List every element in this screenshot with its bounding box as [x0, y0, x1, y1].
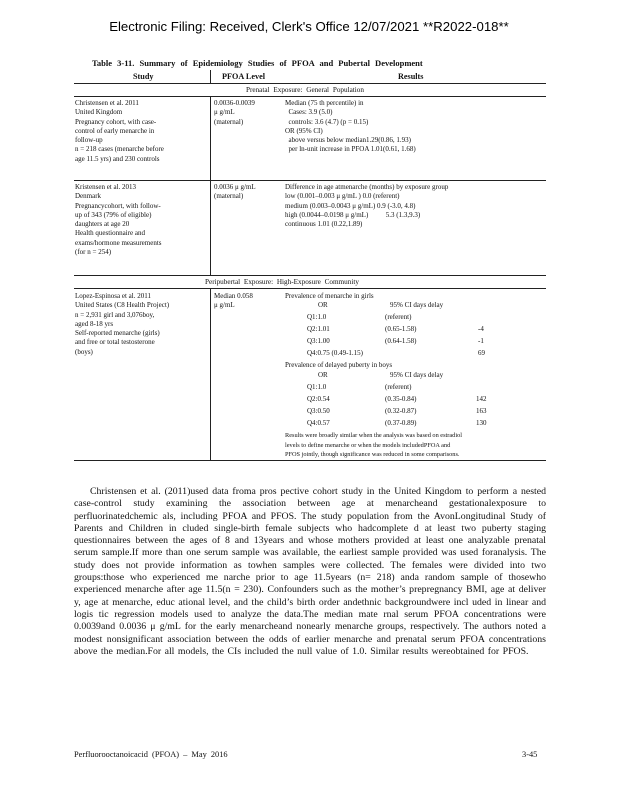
- column-divider: [210, 96, 211, 275]
- column-header-study: Study: [133, 72, 154, 81]
- footer-document-title: Perfluorooctanoicacid (PFOA) – May 2016: [74, 750, 228, 759]
- menarche-q4: Q4:0.75 (0.49-1.15): [307, 349, 363, 357]
- puberty-q4: Q4:0.57: [307, 419, 330, 427]
- menarche-q4-days: 69: [478, 349, 485, 357]
- table-rule: [74, 288, 546, 289]
- column-divider: [210, 70, 211, 84]
- puberty-q2-days: 142: [476, 395, 487, 403]
- puberty-ci-header: 95% CI days delay: [390, 371, 444, 379]
- study-cell-lopez-espinosa: Lopez-Espinosa et al. 2011 United States (C8 Health Project) n = 2,931 girl and 3,076boy, aged 8-18 yrs Self-reported menarche (girls) and free or total testosterone (boys): [75, 292, 170, 356]
- paragraph-christensen: Christensen et al. (2011)used data froma pros pective cohort study in the United Kingdom to perform a nested case-control study examining the association between age at menarcheand gestationalexposure to perfluorinatedchemic als, including PFOA and PFOS. The study population from the AvonLongitudinal Study of Parents and Children in cluded single-birth female subjects who hadcomplete d at least two puberty staging questionnaires between the ages of 8 and 13years and whose mothers provided at least one analyzable prenatal serum sample.If more than one serum sample was available, the earliest sample provided was used foranalysis. The study does not provide information as towhen samples were collected. The females were divided into two groups:those who experienced me narche prior to age 11.5years (n= 218) anda random sample of thosewho experienced menarche after age 11.5(n = 230). Confounders such as the mother’s prepregnancy BMI, age at deliver y, age at menarche, educ ational level, and the child’s birth order andethnic backgroundwere incl uded in linear and logis tic regression models used to analyze the data.The median mate rnal serum PFOA concentrations were 0.0039and 0.0036 μ g/mL for the early menarcheand nonearly menarche groups, respectively. The authors noted a modest nonsignificant association between the odds of earlier menarche and prenatal serum PFOA concentrations above the median.For all models, the CIs included the null value of 1.0. Similar results wereobtained for PFOS.: [74, 486, 546, 657]
- pfoa-level-cell-kristensen: 0.0036 μ g/mL (maternal): [214, 183, 256, 201]
- study-cell-kristensen: Kristensen et al. 2013 Denmark Pregnancycohort, with follow- up of 343 (79% of eligible) daughters at age 20 Health questionnaire and exams/hormone measurements (for n = 254): [75, 183, 162, 257]
- column-header-pfoa-level: PFOA Level: [222, 72, 265, 81]
- menarche-q1: Q1:1.0: [307, 313, 327, 321]
- page-number: 3-45: [522, 750, 538, 759]
- menarche-q2-ci: (0.65-1.58): [385, 325, 417, 333]
- puberty-q2: Q2:0.54: [307, 395, 330, 403]
- menarche-q1-ci: (referent): [385, 313, 412, 321]
- puberty-q1: Q1:1.0: [307, 383, 327, 391]
- puberty-q3-ci: (0.32-0.87): [385, 407, 417, 415]
- table-rule: [74, 275, 546, 276]
- puberty-q2-ci: (0.35-0.84): [385, 395, 417, 403]
- puberty-or-header: OR: [318, 371, 328, 379]
- results-cell-christensen: Median (75 th percentile) in Cases: 3.9 (5.0) controls: 3.6 (4.7) (p = 0.15) OR (95% CI) above versus below median1.29(0.86, 1.93) per ln-unit increase in PFOA 1.01(0.61, 1.68): [285, 99, 416, 154]
- section-heading-prenatal: Prenatal Exposure: General Population: [246, 86, 364, 94]
- pfoa-level-cell-lopez-espinosa: Median 0.058 μ g/mL: [214, 292, 253, 310]
- menarche-q2: Q2:1.01: [307, 325, 330, 333]
- puberty-q1-ci: (referent): [385, 383, 412, 391]
- table-rule: [74, 180, 546, 181]
- filing-header: Electronic Filing: Received, Clerk's Office 12/07/2021 **R2022-018**: [109, 19, 509, 34]
- study-cell-christensen: Christensen et al. 2011 United Kingdom Pregnancy cohort, with case- control of early menarche in follow-up n = 218 cases (menarche before age 11.5 yrs) and 230 controls: [75, 99, 164, 163]
- column-divider: [210, 288, 211, 460]
- pfoa-level-cell-christensen: 0.0036-0.0039 μ g/mL (maternal): [214, 99, 255, 126]
- table-rule: [74, 83, 546, 84]
- menarche-q3-days: -1: [478, 337, 484, 345]
- table-title: Table 3-11. Summary of Epidemiology Studies of PFOA and Pubertal Development: [92, 58, 423, 68]
- body-paragraph: [74, 486, 546, 658]
- puberty-q4-ci: (0.37-0.89): [385, 419, 417, 427]
- menarche-ci-header: 95% CI days delay: [390, 301, 444, 309]
- menarche-q3: Q3:1.00: [307, 337, 330, 345]
- section-heading-peripubertal: Peripubertal Exposure: High-Exposure Community: [205, 278, 359, 286]
- results-cell-kristensen: Difference in age atmenarche (months) by exposure group low (0.001–0.003 μ g/mL ) 0.0 (referent) medium (0.003–0.0043 μ g/mL) 0.9 (-3.0, 4.8) high (0.0044–0.0198 μ g/mL) 5.3 (1.3,9.3) continuous 1.01 (0.22,1.89): [285, 183, 449, 229]
- menarche-q2-days: -4: [478, 325, 484, 333]
- menarche-q3-ci: (0.64-1.58): [385, 337, 417, 345]
- menarche-prevalence-label: Prevalence of menarche in girls: [285, 292, 374, 300]
- puberty-q4-days: 130: [476, 419, 487, 427]
- results-note: Results were broadly similar when the analysis was based on estradiol levels to define menarche or when the models includedPFOA and PFOS jointly, though significance was reduced in some comparisons.: [285, 432, 462, 458]
- puberty-q3: Q3:0.50: [307, 407, 330, 415]
- table-bottom-rule: [74, 460, 546, 461]
- puberty-prevalence-label: Prevalence of delayed puberty in boys: [285, 361, 393, 369]
- table-rule: [74, 96, 546, 97]
- menarche-or-header: OR: [318, 301, 328, 309]
- puberty-q3-days: 163: [476, 407, 487, 415]
- column-header-results: Results: [398, 72, 424, 81]
